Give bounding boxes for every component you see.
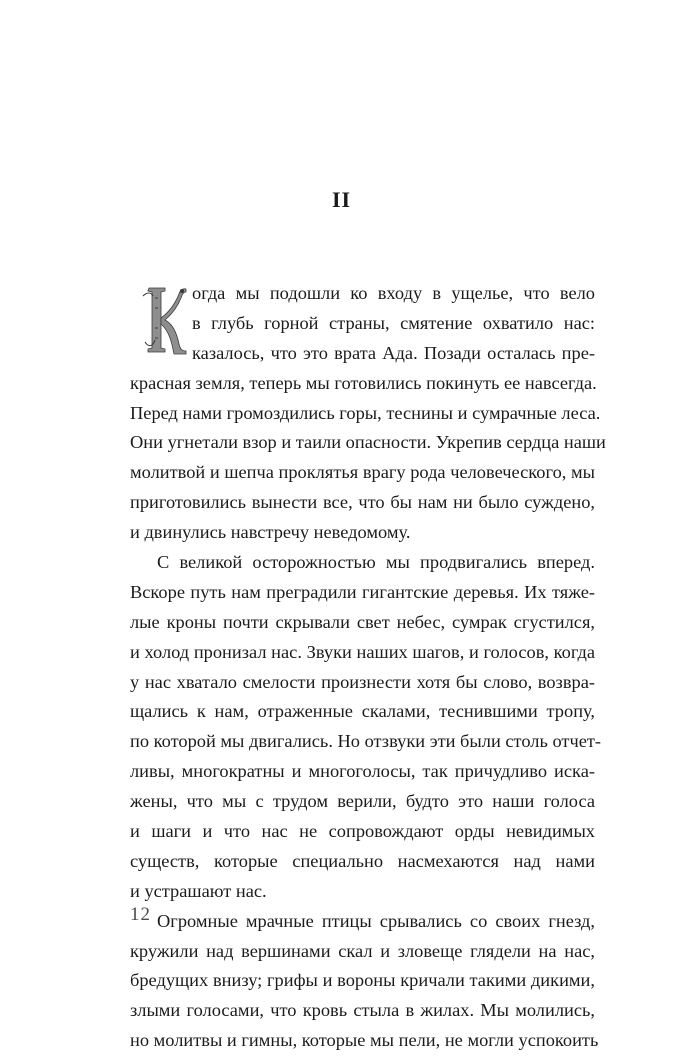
text-line: Они угнетали взор и таили опасности. Укрепив сердца наши <box>130 432 606 453</box>
text-line: красная земля, теперь мы готовились покинуть ее навсегда. <box>130 372 597 393</box>
text-line: существ, которые специально насмехаются над нами <box>130 850 595 871</box>
drop-cap-letter <box>141 282 187 358</box>
text-line: приготовились вынести все, что бы нам ни было суждено, <box>130 492 595 513</box>
text-line: и холод пронизал нас. Звуки наших шагов, и голосов, когда <box>130 641 595 662</box>
text-line: казалось, что это врата Ада. Позади осталась пре- <box>192 342 595 363</box>
text-line: злыми голосами, что кровь стыла в жилах. Мы молились, <box>130 1000 595 1021</box>
text-line: у нас хватало смелости произнести хотя бы слово, возвра- <box>130 671 595 692</box>
text-line: кружили над вершинами скал и зловеще глядели на нас, <box>130 940 595 961</box>
body-text <box>130 279 606 1056</box>
text-line: ливы, многократны и многоголосы, так причудливо иска- <box>130 761 595 782</box>
text-line: и двинулись навстречу неведомому. <box>130 522 411 543</box>
text-line: Вскоре путь нам преградили гигантские деревья. Их тяже- <box>130 581 595 602</box>
text-line: огда мы подошли ко входу в ущелье, что вело <box>192 283 595 303</box>
page-number: 12 <box>130 904 151 925</box>
text-line: жены, что мы с трудом верили, будто это наши голоса <box>130 791 595 812</box>
chapter-heading: II <box>331 187 352 212</box>
text-line: бредущих внизу; грифы и вороны кричали такими дикими, <box>130 970 595 991</box>
text-line: в глубь горной страны, смятение охватило нас: <box>192 312 595 333</box>
text-line: щались к нам, отраженные скалами, теснившими тропу, <box>130 701 595 722</box>
text-line: лые кроны почти скрывали свет небес, сумрак сгустился, <box>130 611 595 632</box>
text-line: и шаги и что нас не сопровождают орды невидимых <box>130 821 595 842</box>
text-line: по которой мы двигались. Но отзвуки эти были столь отчет- <box>130 731 602 752</box>
text-line: но молитвы и гимны, которые мы пели, не могли успокоить <box>130 1030 599 1051</box>
text-line: Перед нами громоздились горы, теснины и сумрачные леса. <box>130 402 601 423</box>
drop-cap-glyph: К <box>163 332 165 333</box>
text-line: и устрашают нас. <box>130 880 267 901</box>
text-line: молитвой и шепча проклятья врагу рода человеческого, мы <box>130 462 595 483</box>
text-line: Огромные мрачные птицы срывались со своих гнезд, <box>157 910 595 931</box>
text-line: С великой осторожностью мы продвигались вперед. <box>157 552 595 573</box>
